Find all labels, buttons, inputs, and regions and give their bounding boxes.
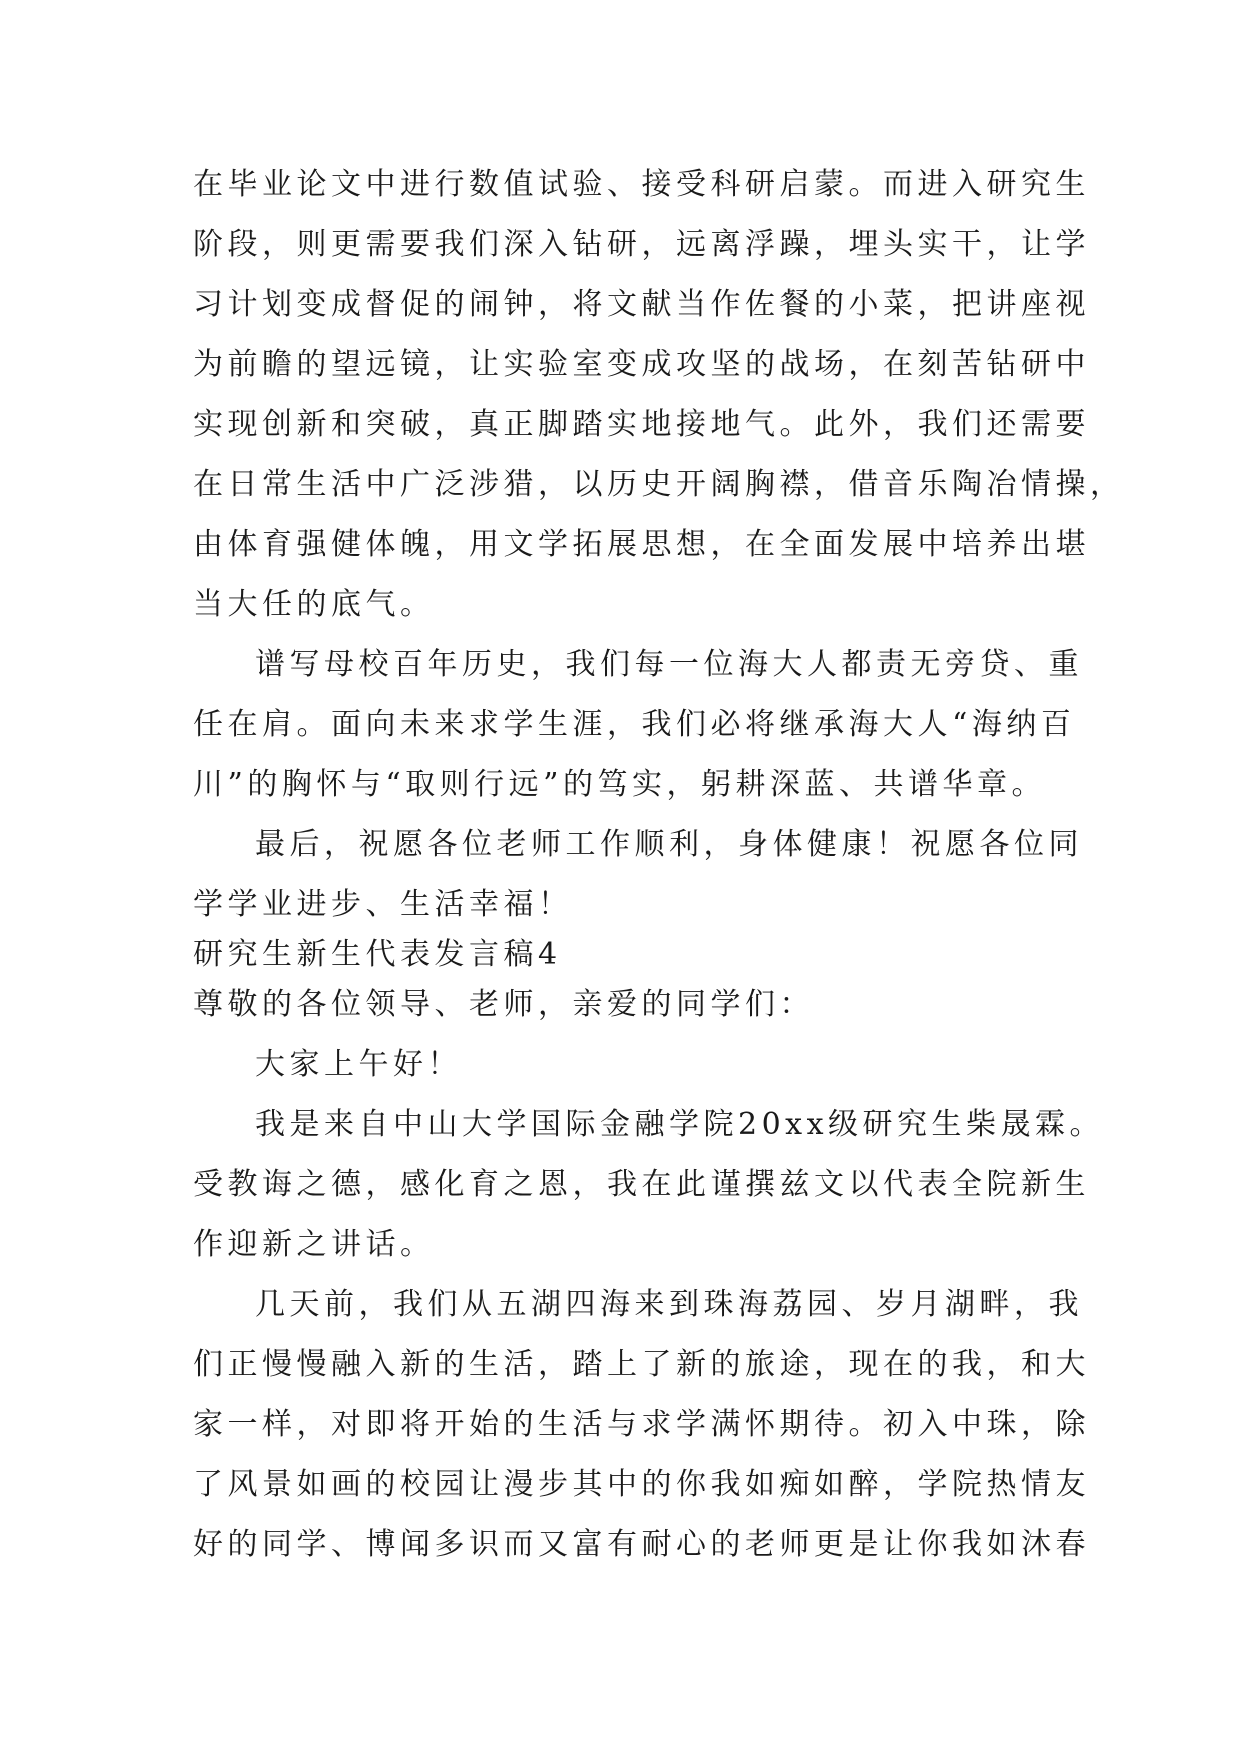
- paragraph-line: 了风景如画的校园让漫步其中的你我如痴如醉，学院热情友: [193, 1467, 1090, 1502]
- paragraph-line: 当大任的底气。: [193, 587, 435, 622]
- paragraph-line: 最后，祝愿各位老师工作顺利，身体健康！祝愿各位同: [255, 827, 1083, 862]
- salutation: 尊敬的各位领导、老师，亲爱的同学们：: [193, 987, 814, 1022]
- paragraph-line: 几天前，我们从五湖四海来到珠海荔园、岁月湖畔，我: [255, 1287, 1083, 1322]
- paragraph-line: 们正慢慢融入新的生活，踏上了新的旅途，现在的我，和大: [193, 1347, 1090, 1382]
- paragraph-line: 为前瞻的望远镜，让实验室变成攻坚的战场，在刻苦钻研中: [193, 347, 1090, 382]
- section-title: 研究生新生代表发言稿4: [193, 937, 562, 972]
- paragraph-line: 作迎新之讲话。: [193, 1227, 435, 1262]
- paragraph-line: 家一样，对即将开始的生活与求学满怀期待。初入中珠，除: [193, 1407, 1090, 1442]
- paragraph-line: 在毕业论文中进行数值试验、接受科研启蒙。而进入研究生: [193, 167, 1090, 202]
- greeting: 大家上午好！: [255, 1047, 462, 1082]
- paragraph-line: 川”的胸怀与“取则行远”的笃实，躬耕深蓝、共谱华章。: [193, 767, 1047, 802]
- paragraph-line: 习计划变成督促的闹钟，将文献当作佐餐的小菜，把讲座视: [193, 287, 1090, 322]
- paragraph-line: 谱写母校百年历史，我们每一位海大人都责无旁贷、重: [255, 647, 1083, 682]
- paragraph-line: 我是来自中山大学国际金融学院20xx级研究生柴晟霖。: [255, 1107, 1105, 1142]
- paragraph-line: 受教诲之德，感化育之恩，我在此谨撰兹文以代表全院新生: [193, 1167, 1090, 1202]
- paragraph-line: 学学业进步、生活幸福！: [193, 887, 573, 922]
- paragraph-line: 任在肩。面向未来求学生涯，我们必将继承海大人“海纳百: [193, 707, 1076, 742]
- paragraph-line: 由体育强健体魄，用文学拓展思想，在全面发展中培养出堪: [193, 527, 1090, 562]
- paragraph-line: 阶段，则更需要我们深入钻研，远离浮躁，埋头实干，让学: [193, 227, 1090, 262]
- paragraph-line: 实现创新和突破，真正脚踏实地接地气。此外，我们还需要: [193, 407, 1090, 442]
- paragraph-line: 在日常生活中广泛涉猎，以历史开阔胸襟，借音乐陶冶情操，: [193, 467, 1125, 502]
- paragraph-line: 好的同学、博闻多识而又富有耐心的老师更是让你我如沐春: [193, 1527, 1090, 1562]
